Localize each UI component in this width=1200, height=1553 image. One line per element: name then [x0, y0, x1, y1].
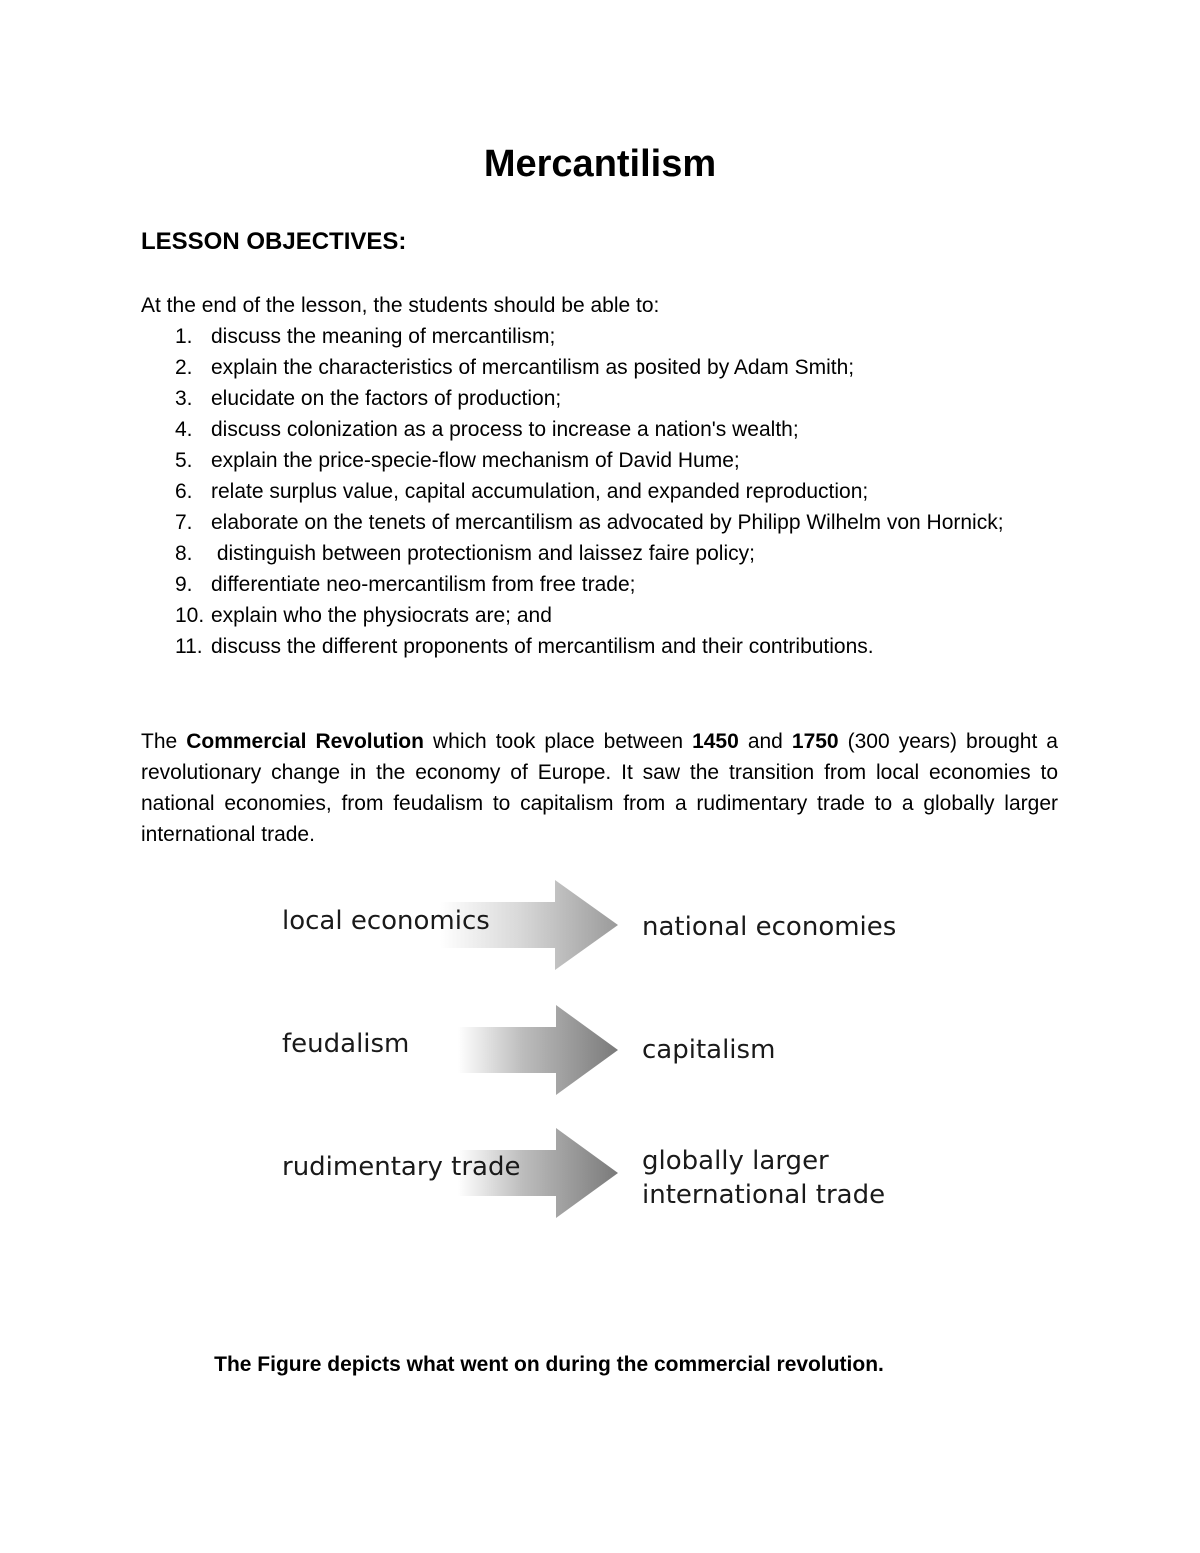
list-item	[141, 507, 1058, 538]
list-item-number: 5.	[175, 449, 193, 472]
commercial-revolution-paragraph	[141, 726, 1058, 850]
figure-caption: The Figure depicts what went on during the commercial revolution.	[214, 1353, 884, 1376]
list-item	[141, 631, 1058, 662]
objectives-heading: LESSON OBJECTIVES:	[141, 228, 407, 255]
list-item	[141, 321, 1058, 352]
list-item-number: 1.	[175, 325, 193, 348]
list-item-text: relate surplus value, capital accumulation, and expanded reproduction;	[211, 480, 869, 503]
list-item	[141, 414, 1058, 445]
arrow-right-icon	[458, 1005, 620, 1095]
list-item-text: discuss colonization as a process to increase a nation's wealth;	[211, 418, 799, 441]
list-item-text: explain the price-specie-flow mechanism of David Hume;	[211, 449, 740, 472]
list-item	[141, 352, 1058, 383]
list-item-text: explain who the physiocrats are; and	[211, 604, 552, 627]
figure-row	[270, 1128, 930, 1228]
list-item	[141, 476, 1058, 507]
transition-figure	[270, 870, 930, 1230]
list-item-number: 11.	[175, 635, 203, 658]
figure-from-label: rudimentary trade	[282, 1152, 521, 1182]
list-item-number: 2.	[175, 356, 193, 379]
list-item-text: discuss the different proponents of mercantilism and their contributions.	[211, 635, 874, 658]
paragraph-text: The	[141, 730, 187, 753]
paragraph-text: and	[738, 730, 792, 753]
list-item-number: 8.	[175, 542, 193, 565]
figure-row	[270, 1005, 930, 1105]
list-item-text: distinguish between protectionism and laissez faire policy;	[211, 542, 755, 565]
list-item-number: 9.	[175, 573, 193, 596]
figure-row	[270, 880, 930, 980]
figure-to-label-line2: international trade	[642, 1180, 886, 1210]
list-item-number: 3.	[175, 387, 193, 410]
figure-to-label: national economies	[642, 912, 897, 942]
list-item-text: differentiate neo-mercantilism from free trade;	[211, 573, 636, 596]
list-item-text: explain the characteristics of mercantilism as posited by Adam Smith;	[211, 356, 855, 379]
paragraph-text: which took place between	[423, 730, 693, 753]
list-item-text: discuss the meaning of mercantilism;	[211, 325, 556, 348]
figure-from-label: feudalism	[282, 1029, 410, 1059]
list-item	[141, 383, 1058, 414]
list-item	[141, 569, 1058, 600]
list-item	[141, 445, 1058, 476]
paragraph-bold-term: Commercial Revolution	[186, 730, 424, 753]
paragraph-bold-year: 1750	[791, 730, 839, 753]
list-item-number: 6.	[175, 480, 193, 503]
figure-to-label: capitalism	[642, 1035, 776, 1065]
list-item-number: 4.	[175, 418, 193, 441]
list-item-number: 10.	[175, 604, 205, 627]
list-item-text: elucidate on the factors of production;	[211, 387, 562, 410]
objectives-intro: At the end of the lesson, the students should be able to:	[141, 294, 660, 317]
figure-to-label-line1: globally larger	[642, 1146, 829, 1176]
figure-from-label: local economics	[282, 906, 490, 936]
page-title: Mercantilism	[483, 143, 717, 185]
paragraph-bold-year: 1450	[692, 730, 739, 753]
objectives-list	[141, 321, 1058, 662]
list-item-text: elaborate on the tenets of mercantilism as advocated by Philipp Wilhelm von Hornick;	[211, 511, 1004, 534]
list-item-number: 7.	[175, 511, 193, 534]
list-item	[141, 600, 1058, 631]
list-item	[141, 538, 1058, 569]
paragraph-text: (300 years) brought a revolutionary change in the economy of Europe. It saw the transition from local economies to national economies, from feudalism to capitalism from a rudimentary trade to a globally larger international trade.	[141, 730, 1058, 846]
